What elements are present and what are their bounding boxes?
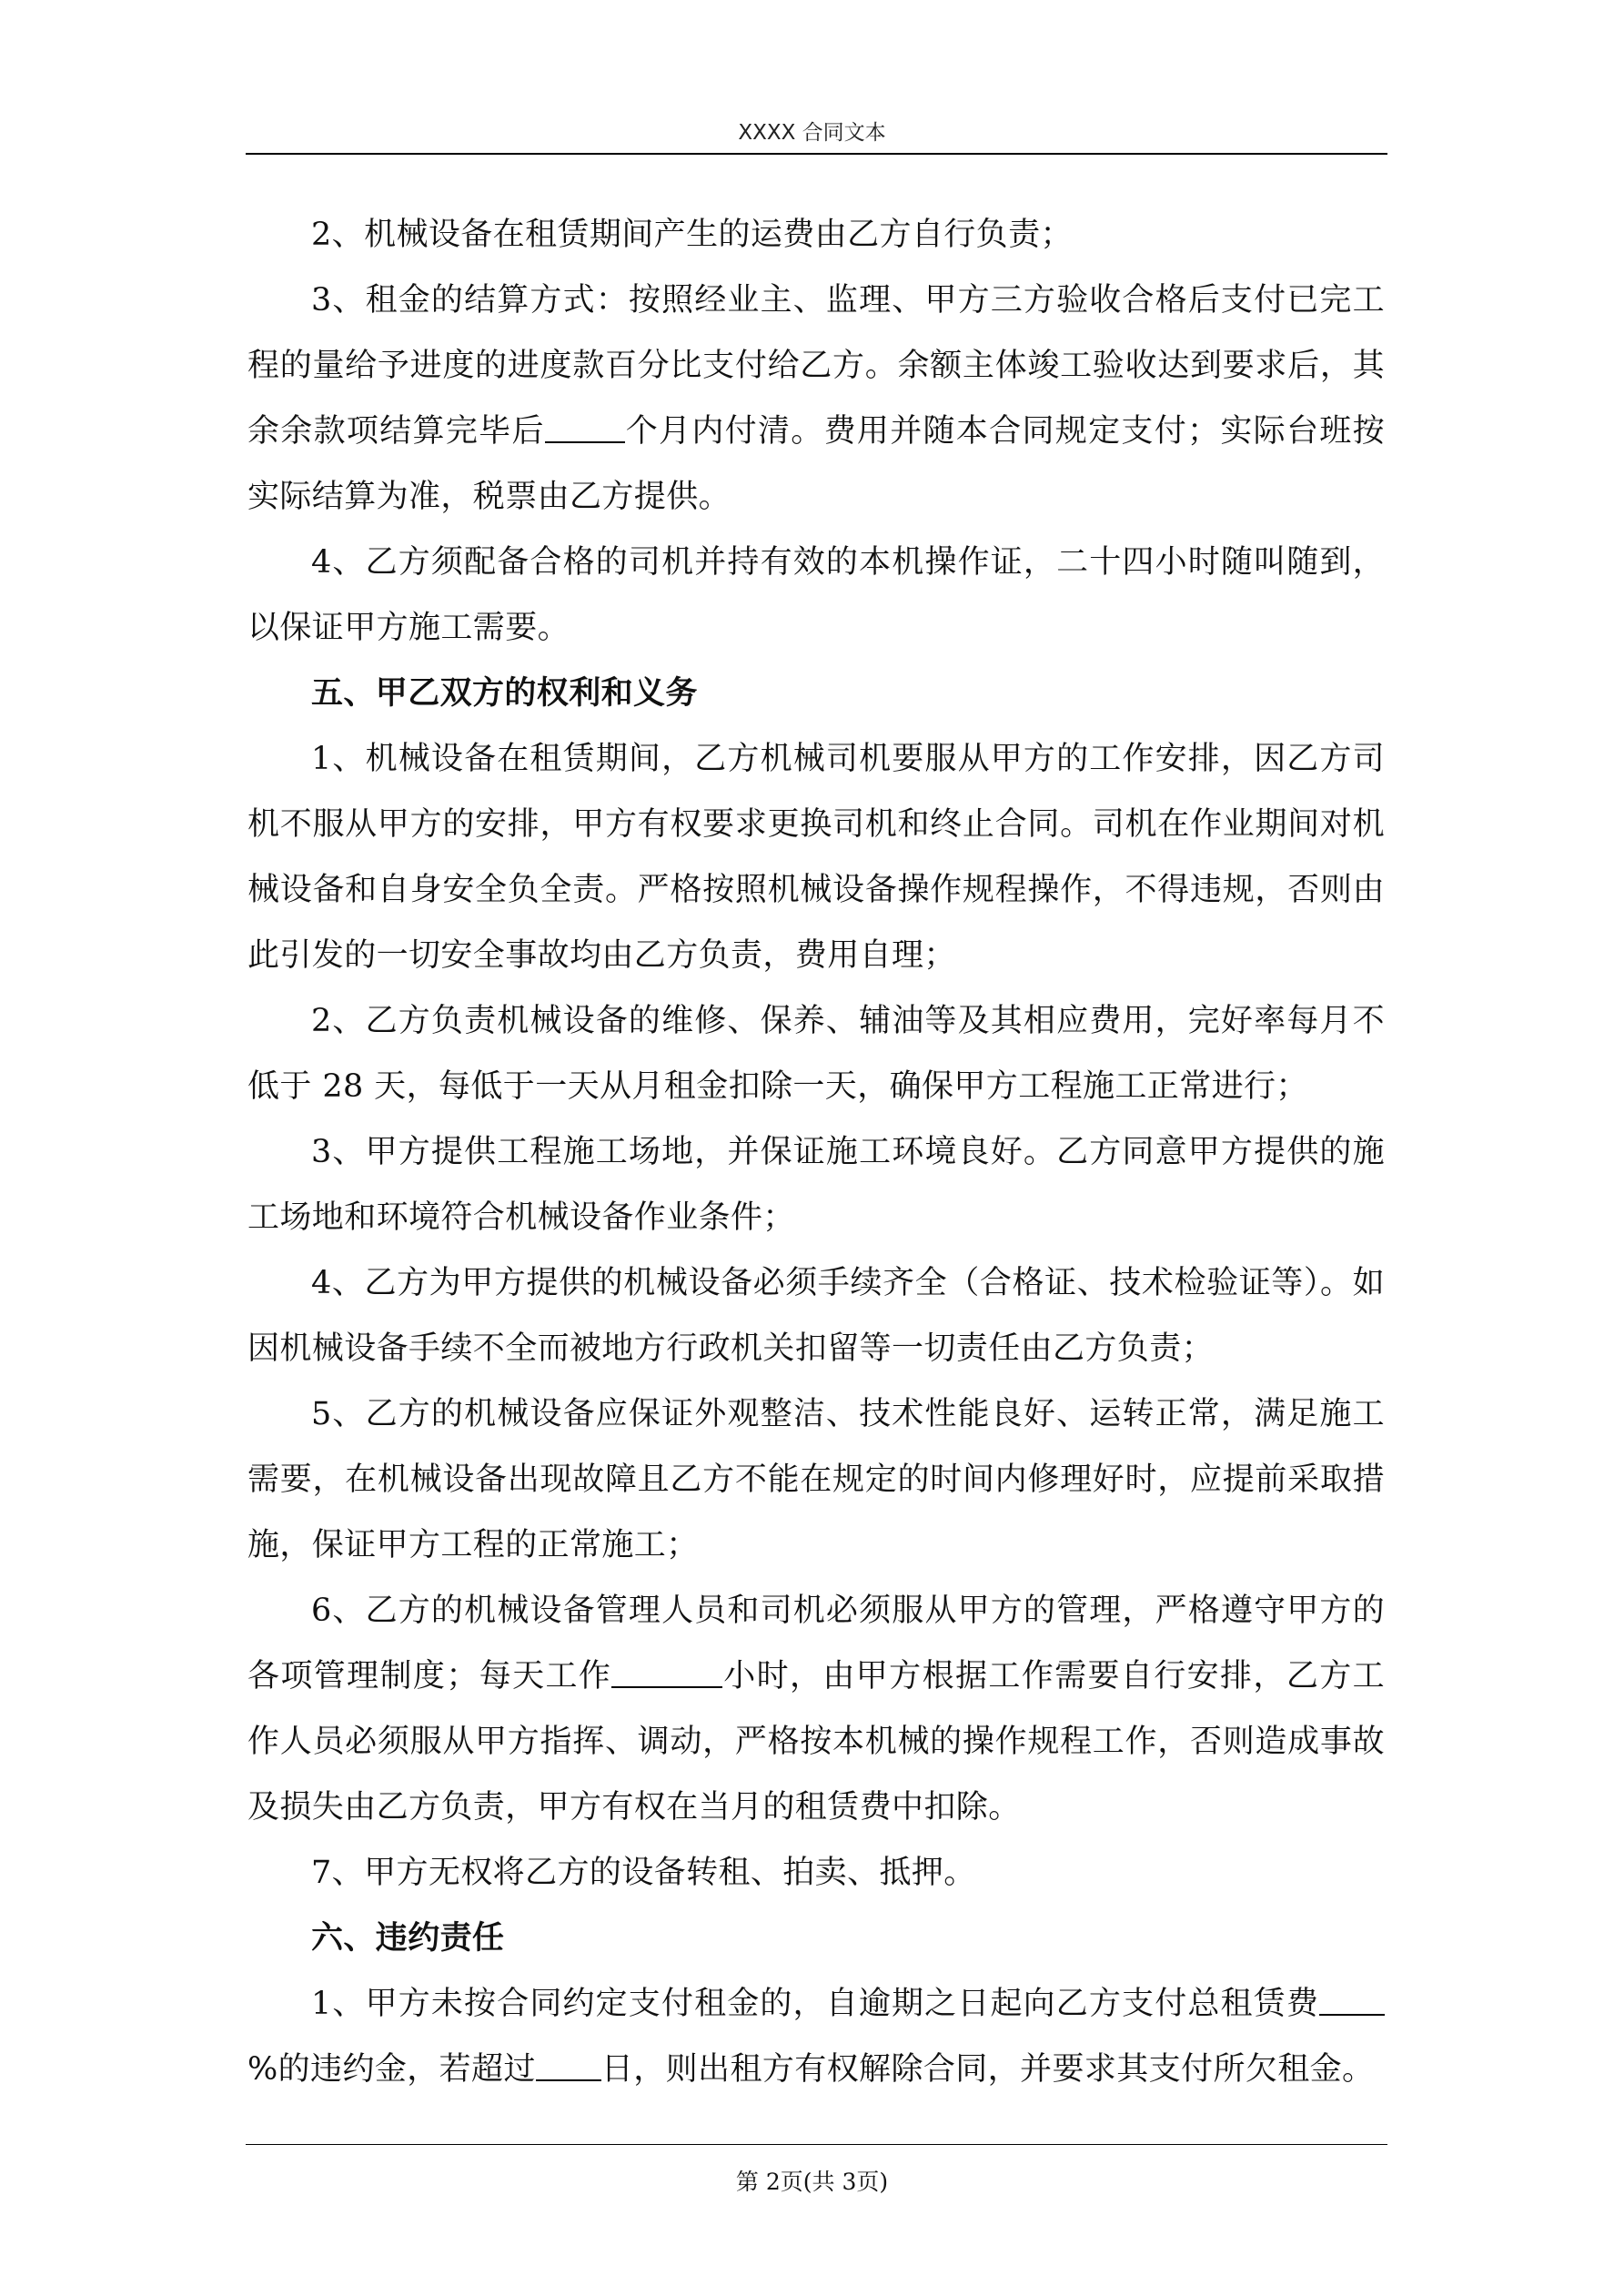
header-title: XXXX 合同文本 (738, 121, 886, 145)
clause-5-3: 3、甲方提供工程施工场地，并保证施工环境良好。乙方同意甲方提供的施工场地和环境符合机械设备作业条件； (247, 1134, 1385, 1236)
clause-4-2: 2、机械设备在租赁期间产生的运费由乙方自行负责； (311, 217, 1073, 253)
header-divider (246, 153, 1387, 155)
section-6-heading: 六、违约责任 (311, 1919, 505, 1957)
page-number: 第 2页(共 3页) (735, 2169, 889, 2195)
blank-months (545, 410, 625, 443)
blank-days (536, 2048, 601, 2081)
clause-5-1: 1、机械设备在租赁期间，乙方机械司机要服从甲方的工作安排，因乙方司机不服从甲方的安排，甲方有权要求更换司机和终止合同。司机在作业期间对机械设备和自身安全负全责。严格按照机械设备操作规程操作，不得违规，否则由此引发的一切安全事故均由乙方负责，费用自理； (247, 741, 1385, 974)
clause-4-4: 4、乙方须配备合格的司机并持有效的本机操作证，二十四小时随叫随到，以保证甲方施工需要。 (247, 544, 1385, 646)
section-5-heading: 五、甲乙双方的权利和义务 (311, 674, 698, 712)
blank-hours (611, 1654, 722, 1688)
blank-percent (1319, 1982, 1385, 2016)
clause-5-4: 4、乙方为甲方提供的机械设备必须手续齐全（合格证、技术检验证等）。如因机械设备手续不全而被地方行政机关扣留等一切责任由乙方负责； (247, 1265, 1385, 1367)
document-body (247, 202, 1385, 2102)
clause-5-7: 7、甲方无权将乙方的设备转租、拍卖、抵押。 (311, 1855, 976, 1891)
clause-5-5: 5、乙方的机械设备应保证外观整洁、技术性能良好、运转正常，满足施工需要，在机械设备出现故障且乙方不能在规定的时间内修理好时，应提前采取措施，保证甲方工程的正常施工； (247, 1396, 1385, 1563)
clause-6-1: 1、甲方未按合同约定支付租金的，自逾期之日起向乙方支付总租赁费%的违约金，若超过 日，则出租方有权解除合同，并要求其支付所欠租金。 (247, 1971, 1385, 2102)
clause-5-2: 2、乙方负责机械设备的维修、保养、辅油等及其相应费用，完好率每月不低于 28 天，每低于一天从月租金扣除一天，确保甲方工程施工正常进行； (247, 1003, 1385, 1105)
clause-5-6: 6、乙方的机械设备管理人员和司机必须服从甲方的管理，严格遵守甲方的各项管理制度；每天工作 小时，由甲方根据工作需要自行安排，乙方工作人员必须服从甲方指挥、调动，严格按本机械的操作规程工作，否则造成事故及损失由乙方负责，甲方有权在当月的租赁费中扣除。 (247, 1593, 1385, 1826)
footer-divider (246, 2144, 1387, 2145)
clause-4-3: 3、租金的结算方式：按照经业主、监理、甲方三方验收合格后支付已完工程的量给予进度的进度款百分比支付给乙方。余额主体竣工验收达到要求后，其余余款项结算完毕后 个月内付清。费用并随本合同规定支付；实际台班按实际结算为准，税票由乙方提供。 (247, 282, 1385, 515)
